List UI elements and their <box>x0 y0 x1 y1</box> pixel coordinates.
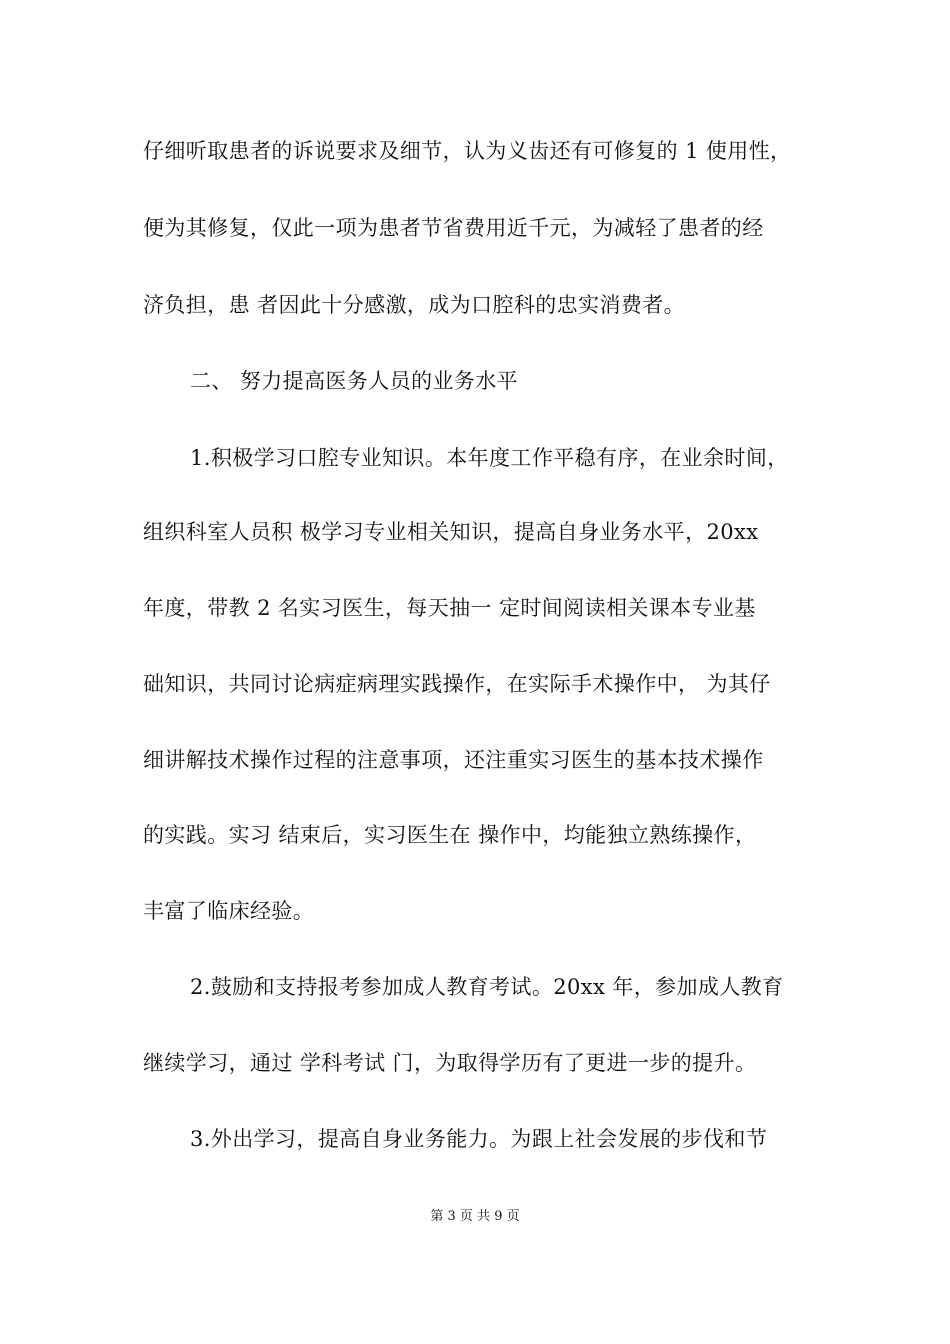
text-line: 便为其修复，仅此一项为患者节省费用近千元，为减轻了患者的经 <box>143 216 764 240</box>
text-line: 2.鼓励和支持报考参加成人教育考试。20xx 年，参加成人教育 <box>190 975 784 999</box>
text-line: 3.外出学习，提高自身业务能力。为跟上社会发展的步伐和节 <box>190 1127 768 1151</box>
text-line: 丰富了临床经验。 <box>143 899 315 923</box>
text-line: 年度，带教 2 名实习医生，每天抽一 定时间阅读相关课本专业基 <box>143 596 756 620</box>
text-line: 组织科室人员积 极学习专业相关知识，提高自身业务水平，20xx <box>143 520 759 544</box>
text-line: 础知识，共同讨论病症病理实践操作，在实际手术操作中， 为其仔 <box>143 672 771 696</box>
section-heading: 二、 努力提高医务人员的业务水平 <box>190 369 519 393</box>
page-number: 第 3 页 共 9 页 <box>430 1209 520 1224</box>
text-line: 1.积极学习口腔专业知识。本年度工作平稳有序，在业余时间， <box>190 446 789 470</box>
text-line: 细讲解技术操作过程的注意事项，还注重实习医生的基本技术操作 <box>143 748 764 772</box>
text-line: 继续学习，通过 学科考试 门，为取得学历有了更进一步的提升。 <box>143 1051 757 1075</box>
text-line: 的实践。实习 结束后，实习医生在 操作中，均能独立熟练操作， <box>143 823 757 847</box>
text-line: 仔细听取患者的诉说要求及细节，认为义齿还有可修复的 1 使用性， <box>143 139 792 163</box>
text-line: 济负担，患 者因此十分感激，成为口腔科的忠实消费者。 <box>143 293 686 317</box>
